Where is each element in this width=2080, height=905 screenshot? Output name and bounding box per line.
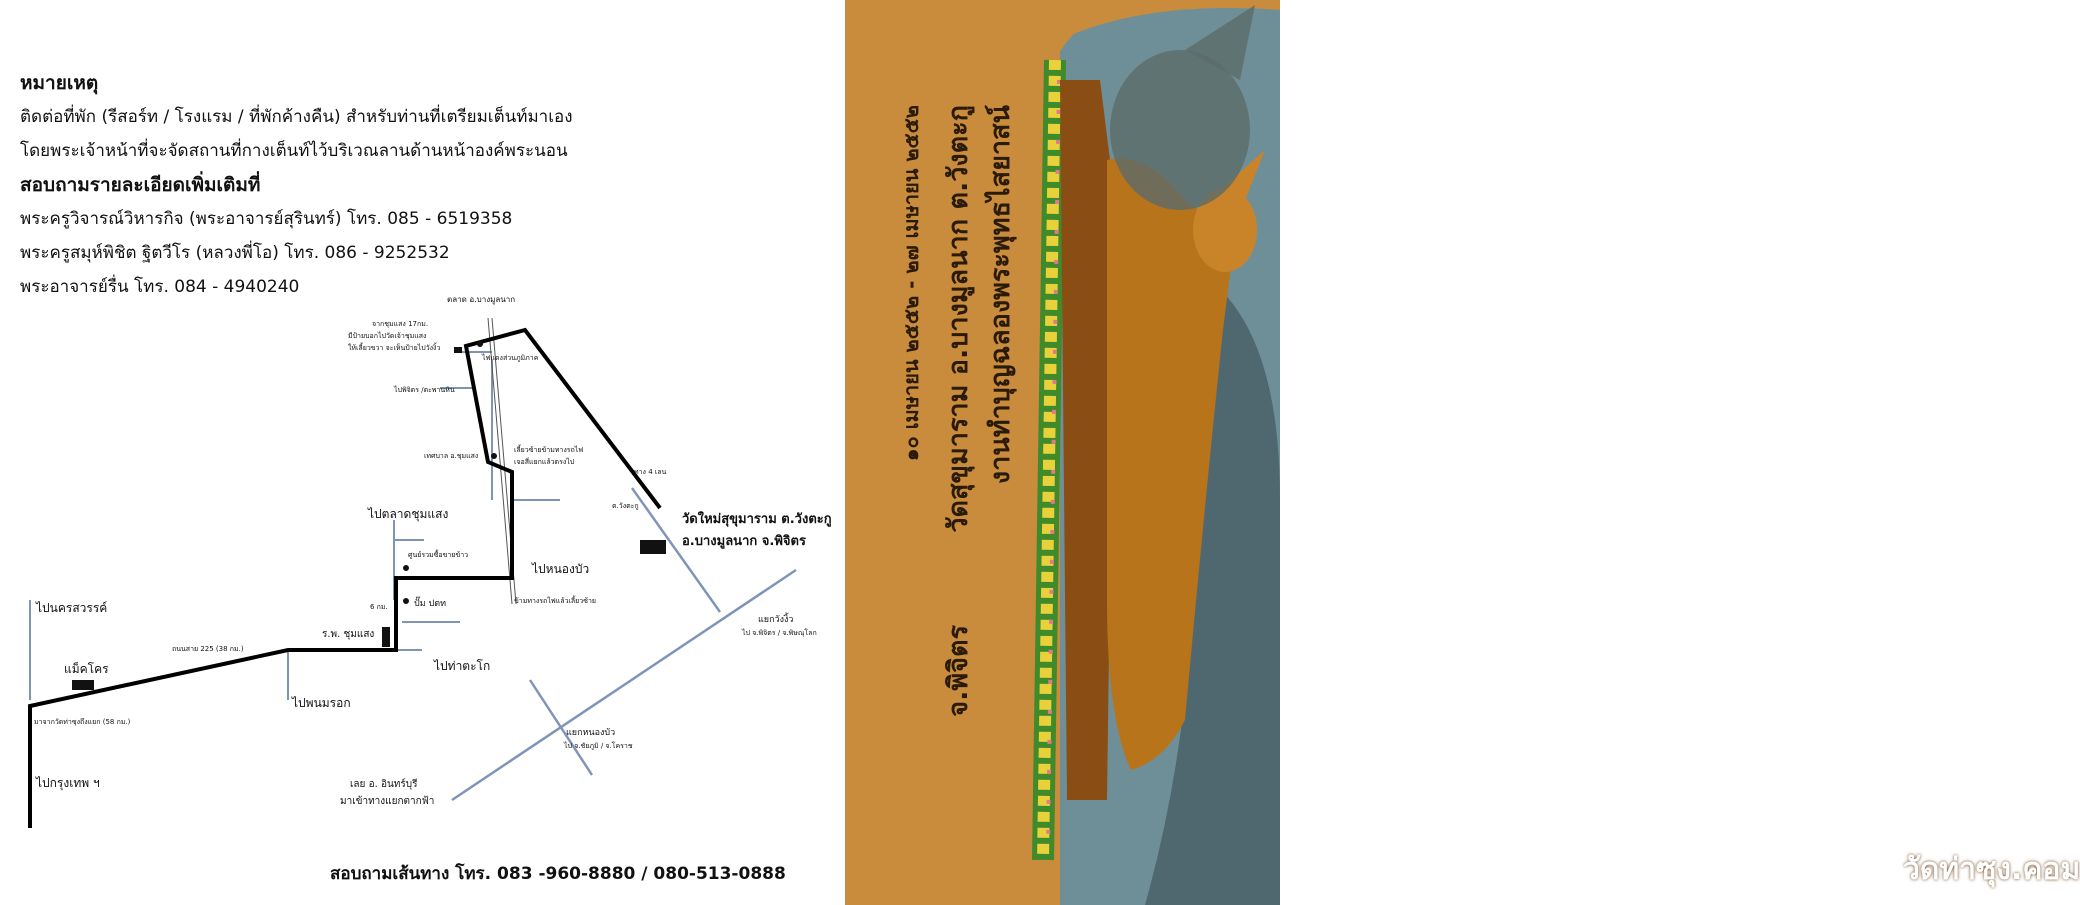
footer-phone: สอบถามเส้นทาง โทร. 083 -960-8880 / 080-513-0888 bbox=[330, 864, 786, 884]
title-province-col bbox=[937, 625, 985, 825]
label-from-chumsaeng-1: จากชุมแสง 17กม. bbox=[372, 320, 429, 328]
label-traffic-light: ไฟแดงส่วนภูมิภาค bbox=[482, 354, 539, 362]
label-cross-rail: ข้ามทางรถไฟแล้วเลี้ยวซ้าย bbox=[514, 597, 596, 605]
rice-center-dot bbox=[403, 565, 409, 571]
site-name: วัดท่าซุง.คอม bbox=[1903, 852, 2080, 887]
label-six-km: 6 กม. bbox=[370, 603, 388, 611]
label-turn-left-1: เลี้ยวซ้ายข้ามทางรถไฟ bbox=[514, 446, 584, 454]
label-wang-ngio: แยกวังงิ้ว bbox=[758, 615, 794, 625]
label-hwy4: ทาง 4 เลน bbox=[634, 468, 667, 476]
ptt-dot bbox=[403, 598, 409, 604]
label-to-bangkok: ไปกรุงเทพ ฯ bbox=[36, 776, 100, 790]
traffic-light-dot bbox=[477, 341, 483, 347]
contact-2: พระครูสมุห์พิชิต ฐิตวีโร (หลวงพี่โอ) โทร. 086 - 9252532 bbox=[20, 243, 450, 263]
label-temple-1: วัดใหม่สุขุมาราม ต.วังตะกู bbox=[682, 512, 832, 527]
flower-garland bbox=[1043, 60, 1059, 860]
buddha-base bbox=[1060, 80, 1115, 800]
title-col-2-a: วัดสุขุมาราม อ.บางมูลนาก bbox=[943, 218, 974, 533]
temple-marker bbox=[640, 540, 666, 554]
notes-section bbox=[20, 66, 820, 304]
label-past-inburi-1: เลย อ. อินทร์บุรี bbox=[350, 779, 418, 790]
contact-1: พระครูวิจารณ์วิหารกิจ (พระอาจารย์สุรินทร์) โทร. 085 - 6519358 bbox=[20, 209, 513, 229]
label-market: ตลาด อ.บางมูลนาก bbox=[447, 295, 516, 304]
contact-heading: สอบถามรายละเอียดเพิ่มเติมที่ bbox=[20, 174, 261, 196]
map-labels bbox=[34, 295, 832, 807]
makro-marker bbox=[72, 680, 94, 690]
label-makro: แม็คโคร bbox=[64, 662, 109, 676]
label-from-chumsaeng-2: มีป้ายบอกไปวัดเจ้าชุมแสง bbox=[348, 332, 427, 340]
date-col bbox=[895, 105, 943, 825]
label-to-chumsaeng-market: ไปตลาดชุมแสง bbox=[368, 507, 449, 521]
label-hwy225: ถนนสาย 225 (38 กม.) bbox=[172, 645, 244, 653]
route-line bbox=[30, 330, 660, 828]
notes-line-2: โดยพระเจ้าหน้าที่จะจัดสถานที่กางเต็นท์ไว้บริเวณลานด้านหน้าองค์พระนอน bbox=[20, 141, 568, 161]
label-hospital: ร.พ. ชุมแสง bbox=[322, 629, 375, 640]
road-main-diagonal bbox=[452, 570, 796, 800]
hospital-marker bbox=[382, 627, 390, 647]
label-to-nakhonsawan: ไปนครสวรรค์ bbox=[36, 601, 108, 615]
title-col-2-b: ต.วังตะกู bbox=[943, 105, 974, 210]
notes-line-1: ติดต่อที่พัก (รีสอร์ท / โรงแรม / ที่พักค้างคืน) สำหรับท่านที่เตรียมเต็นท์มาเอง bbox=[20, 107, 573, 127]
label-nongbua-sub: ไป จ.ชัยภูมิ / จ.โคราช bbox=[564, 742, 633, 750]
label-past-inburi-2: มาเข้าทางแยกตากฟ้า bbox=[340, 796, 435, 807]
muni-dot bbox=[491, 453, 497, 459]
date-col-2: ๒๕๕๒ - ๒๗ เมษายน ๒๕๕๒ bbox=[899, 105, 923, 353]
notes-heading: หมายเหตุ bbox=[20, 72, 99, 94]
label-wangtako: ต.วังตะกู bbox=[612, 502, 639, 510]
title-col-1: งานทำบุญฉลองพระพุทธไสยาสน์ bbox=[985, 105, 1016, 485]
chumsaeng-marker bbox=[454, 347, 462, 353]
title-province: จ.พิจิตร bbox=[943, 625, 974, 717]
map-panel bbox=[0, 0, 845, 905]
label-to-phichit: ไปพิจิตร /ตะพานหิน bbox=[394, 386, 455, 394]
date-col-1: ๑๐ เมษายน bbox=[899, 359, 923, 462]
label-chumsaeng-muni: เทศบาล อ.ชุมแสง bbox=[424, 452, 479, 460]
label-nongbua-jn: แยกหนองบัว bbox=[566, 728, 616, 738]
poster-title bbox=[875, 105, 1025, 825]
label-wang-ngio-sub: ไป จ.พิจิตร / จ.พิษณุโลก bbox=[742, 629, 817, 637]
label-ptt: ปั๊ม ปตท bbox=[414, 599, 446, 609]
contact-3: พระอาจารย์รื่น โทร. 084 - 4940240 bbox=[20, 277, 300, 297]
label-to-phanomsarok: ไปพนมรอก bbox=[292, 696, 351, 710]
label-to-thatako: ไปท่าตะโก bbox=[434, 659, 491, 673]
label-from-thasung: มาจากวัดท่าซุงถึงแยก (58 กม.) bbox=[34, 718, 131, 726]
label-turn-left-2: เจอสี่แยกแล้วตรงไป bbox=[514, 458, 575, 466]
label-from-chumsaeng-3: ให้เลี้ยวขวา จะเห็นป้ายไปวังงิ้ว bbox=[348, 344, 441, 352]
route-map bbox=[0, 285, 845, 845]
label-rice-center: ศูนย์รวมซื้อขายข้าว bbox=[408, 551, 469, 559]
label-to-nongbua: ไปหนองบัว bbox=[532, 562, 590, 576]
label-temple-2: อ.บางมูลนาก จ.พิจิตร bbox=[682, 534, 806, 549]
